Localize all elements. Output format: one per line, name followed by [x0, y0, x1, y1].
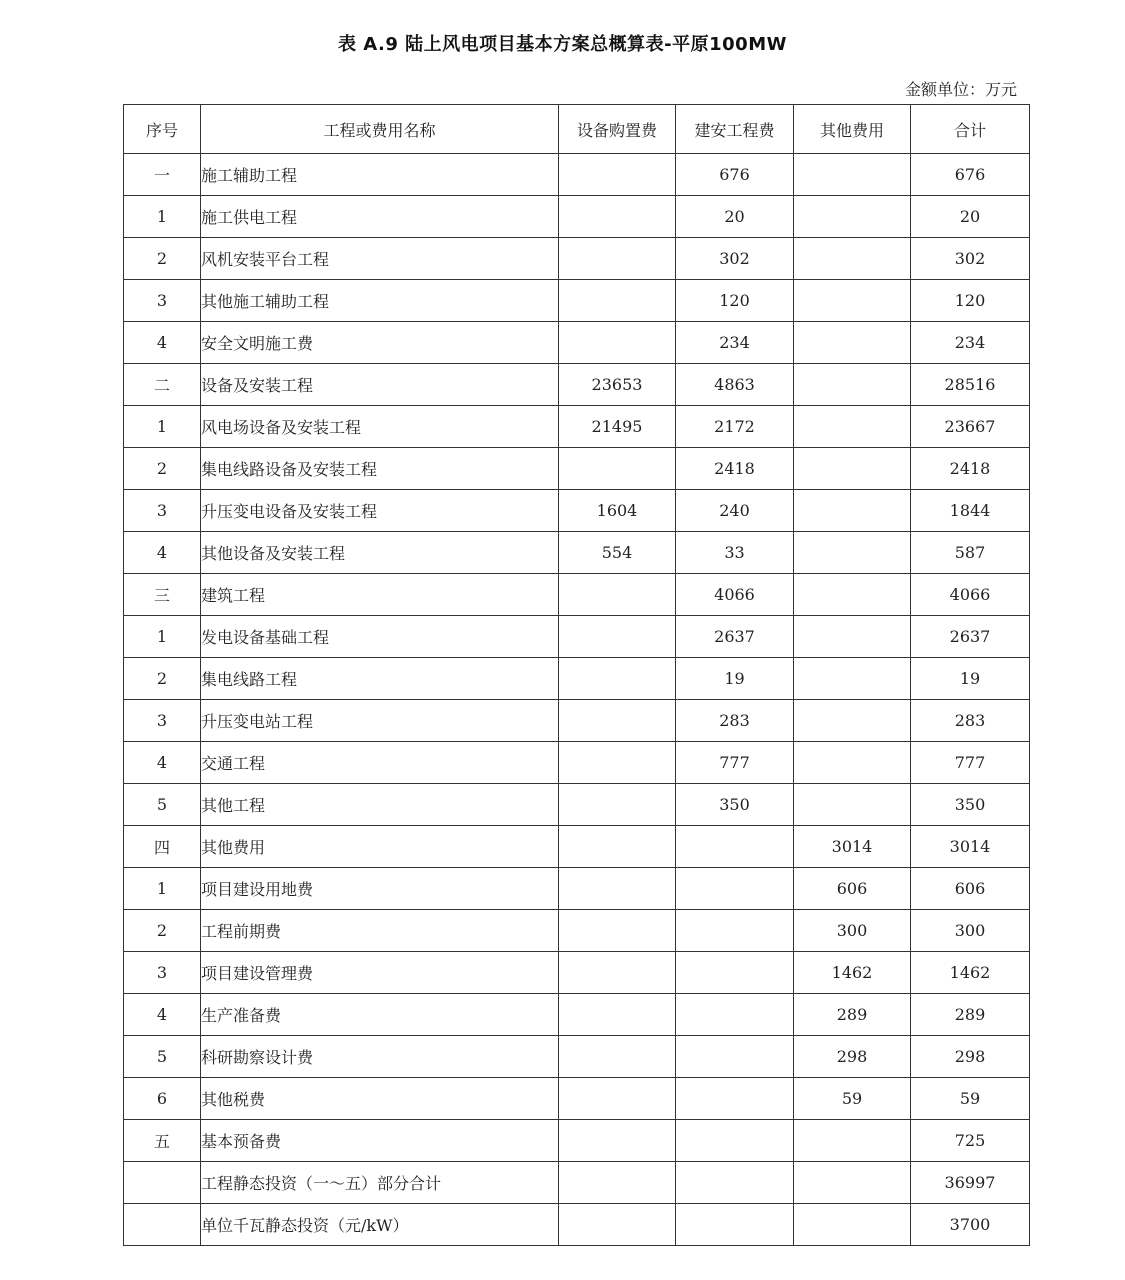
- cell-seq: 3: [124, 700, 201, 742]
- cell-seq: [124, 1162, 201, 1204]
- cell-equipment: [559, 280, 676, 322]
- table-row: [124, 196, 1030, 238]
- cell-name: 生产准备费: [201, 994, 559, 1036]
- cell-name: 集电线路工程: [201, 658, 559, 700]
- cell-name: 升压变电设备及安装工程: [201, 490, 559, 532]
- cell-other: [794, 364, 911, 406]
- cell-seq: 4: [124, 322, 201, 364]
- cell-name: 安全文明施工费: [201, 322, 559, 364]
- cell-construction: [676, 994, 794, 1036]
- cell-total: 676: [911, 154, 1030, 196]
- cell-construction: [676, 1120, 794, 1162]
- cell-total: 3700: [911, 1204, 1030, 1246]
- cell-equipment: [559, 1162, 676, 1204]
- cell-construction: 676: [676, 154, 794, 196]
- cell-other: 289: [794, 994, 911, 1036]
- cell-total: 350: [911, 784, 1030, 826]
- cell-seq: 一: [124, 154, 201, 196]
- cell-equipment: 554: [559, 532, 676, 574]
- header-seq: 序号: [124, 105, 201, 154]
- cell-seq: 5: [124, 784, 201, 826]
- cell-other: 59: [794, 1078, 911, 1120]
- cell-total: 28516: [911, 364, 1030, 406]
- cell-seq: 4: [124, 742, 201, 784]
- cell-other: [794, 448, 911, 490]
- cell-total: 298: [911, 1036, 1030, 1078]
- table-row: [124, 826, 1030, 868]
- cell-total: 283: [911, 700, 1030, 742]
- cell-equipment: [559, 658, 676, 700]
- table-row: [124, 1120, 1030, 1162]
- cell-seq: 3: [124, 952, 201, 994]
- cell-other: [794, 238, 911, 280]
- cell-construction: [676, 910, 794, 952]
- cell-other: 300: [794, 910, 911, 952]
- table-row: [124, 490, 1030, 532]
- cell-construction: 4863: [676, 364, 794, 406]
- cell-equipment: [559, 574, 676, 616]
- cell-equipment: [559, 994, 676, 1036]
- cell-name: 风机安装平台工程: [201, 238, 559, 280]
- cell-other: [794, 742, 911, 784]
- cell-equipment: [559, 742, 676, 784]
- cell-name: 设备及安装工程: [201, 364, 559, 406]
- cell-name: 建筑工程: [201, 574, 559, 616]
- cell-equipment: [559, 1036, 676, 1078]
- table-row: [124, 154, 1030, 196]
- header-construction: 建安工程费: [676, 105, 794, 154]
- table-row: [124, 658, 1030, 700]
- cell-construction: 302: [676, 238, 794, 280]
- cell-name: 交通工程: [201, 742, 559, 784]
- cell-equipment: [559, 1204, 676, 1246]
- cell-other: [794, 406, 911, 448]
- cell-name: 集电线路设备及安装工程: [201, 448, 559, 490]
- cell-equipment: [559, 952, 676, 994]
- cell-name: 其他施工辅助工程: [201, 280, 559, 322]
- cell-total: 300: [911, 910, 1030, 952]
- cell-total: 19: [911, 658, 1030, 700]
- table-row: [124, 532, 1030, 574]
- cell-construction: [676, 1204, 794, 1246]
- cell-other: [794, 154, 911, 196]
- cell-construction: 120: [676, 280, 794, 322]
- cell-total: 289: [911, 994, 1030, 1036]
- cell-construction: 19: [676, 658, 794, 700]
- cell-name: 其他工程: [201, 784, 559, 826]
- cell-name: 科研勘察设计费: [201, 1036, 559, 1078]
- table-row: [124, 1036, 1030, 1078]
- table-row: [124, 322, 1030, 364]
- cell-seq: 6: [124, 1078, 201, 1120]
- cell-seq: 三: [124, 574, 201, 616]
- cell-equipment: [559, 784, 676, 826]
- cell-seq: 1: [124, 616, 201, 658]
- cell-name: 单位千瓦静态投资（元/kW）: [201, 1204, 559, 1246]
- cell-name: 其他税费: [201, 1078, 559, 1120]
- cell-seq: 四: [124, 826, 201, 868]
- cell-construction: 4066: [676, 574, 794, 616]
- cell-total: 777: [911, 742, 1030, 784]
- cell-total: 3014: [911, 826, 1030, 868]
- cell-name: 施工供电工程: [201, 196, 559, 238]
- cell-other: [794, 1120, 911, 1162]
- cell-total: 36997: [911, 1162, 1030, 1204]
- cell-equipment: [559, 448, 676, 490]
- cell-equipment: [559, 154, 676, 196]
- cell-equipment: [559, 826, 676, 868]
- header-other: 其他费用: [794, 105, 911, 154]
- cell-equipment: [559, 196, 676, 238]
- cell-total: 2637: [911, 616, 1030, 658]
- cell-seq: 1: [124, 196, 201, 238]
- cell-seq: 4: [124, 994, 201, 1036]
- cell-other: [794, 280, 911, 322]
- table-row: [124, 994, 1030, 1036]
- cell-other: [794, 616, 911, 658]
- cell-equipment: [559, 1078, 676, 1120]
- cell-construction: 350: [676, 784, 794, 826]
- cell-construction: [676, 1162, 794, 1204]
- cell-seq: 五: [124, 1120, 201, 1162]
- cell-other: [794, 658, 911, 700]
- cell-total: 302: [911, 238, 1030, 280]
- cell-other: [794, 574, 911, 616]
- cell-total: 234: [911, 322, 1030, 364]
- cell-total: 606: [911, 868, 1030, 910]
- table-row: [124, 1204, 1030, 1246]
- cell-seq: 1: [124, 406, 201, 448]
- currency-unit-note: 金额单位：万元: [904, 80, 1017, 99]
- cell-construction: 20: [676, 196, 794, 238]
- cell-equipment: [559, 868, 676, 910]
- cell-equipment: [559, 616, 676, 658]
- cell-total: 59: [911, 1078, 1030, 1120]
- cell-construction: 777: [676, 742, 794, 784]
- cell-other: [794, 1204, 911, 1246]
- cell-name: 基本预备费: [201, 1120, 559, 1162]
- table-row: [124, 448, 1030, 490]
- cell-name: 风电场设备及安装工程: [201, 406, 559, 448]
- table-row: [124, 238, 1030, 280]
- header-equipment: 设备购置费: [559, 105, 676, 154]
- table-row: [124, 364, 1030, 406]
- table-row: [124, 574, 1030, 616]
- cell-equipment: [559, 238, 676, 280]
- cell-other: [794, 196, 911, 238]
- cell-name: 工程静态投资（一～五）部分合计: [201, 1162, 559, 1204]
- cell-seq: 2: [124, 448, 201, 490]
- cell-other: 1462: [794, 952, 911, 994]
- cell-equipment: 21495: [559, 406, 676, 448]
- cell-total: 587: [911, 532, 1030, 574]
- table-title: 表 A.9 陆上风电项目基本方案总概算表-平原100MW: [338, 34, 787, 55]
- cell-other: 298: [794, 1036, 911, 1078]
- cell-other: [794, 1162, 911, 1204]
- cell-construction: [676, 1036, 794, 1078]
- cell-total: 23667: [911, 406, 1030, 448]
- cell-equipment: 23653: [559, 364, 676, 406]
- cell-name: 发电设备基础工程: [201, 616, 559, 658]
- cell-name: 其他费用: [201, 826, 559, 868]
- cell-equipment: [559, 322, 676, 364]
- cell-name: 其他设备及安装工程: [201, 532, 559, 574]
- cell-name: 项目建设管理费: [201, 952, 559, 994]
- table-row: [124, 700, 1030, 742]
- cell-total: 4066: [911, 574, 1030, 616]
- cell-other: [794, 532, 911, 574]
- cell-equipment: 1604: [559, 490, 676, 532]
- cell-seq: 2: [124, 910, 201, 952]
- cell-construction: 234: [676, 322, 794, 364]
- cell-seq: 1: [124, 868, 201, 910]
- cell-other: [794, 322, 911, 364]
- cell-name: 施工辅助工程: [201, 154, 559, 196]
- table-row: [124, 1078, 1030, 1120]
- cell-equipment: [559, 910, 676, 952]
- cell-construction: [676, 952, 794, 994]
- cell-construction: 2172: [676, 406, 794, 448]
- table-row: [124, 280, 1030, 322]
- cell-other: [794, 700, 911, 742]
- header-name: 工程或费用名称: [201, 105, 559, 154]
- cell-equipment: [559, 1120, 676, 1162]
- table-row: [124, 406, 1030, 448]
- cell-construction: 33: [676, 532, 794, 574]
- cell-equipment: [559, 700, 676, 742]
- cell-name: 项目建设用地费: [201, 868, 559, 910]
- cell-seq: [124, 1204, 201, 1246]
- cell-total: 1462: [911, 952, 1030, 994]
- cell-name: 升压变电站工程: [201, 700, 559, 742]
- table-row: [124, 616, 1030, 658]
- cell-seq: 4: [124, 532, 201, 574]
- cell-seq: 5: [124, 1036, 201, 1078]
- table-row: [124, 910, 1030, 952]
- cell-construction: [676, 1078, 794, 1120]
- cell-construction: 283: [676, 700, 794, 742]
- header-total: 合计: [911, 105, 1030, 154]
- cell-seq: 2: [124, 238, 201, 280]
- table-header-row: [124, 105, 1030, 154]
- cell-other: 3014: [794, 826, 911, 868]
- cell-construction: 240: [676, 490, 794, 532]
- budget-table: [123, 104, 1030, 1246]
- cell-construction: 2418: [676, 448, 794, 490]
- table-row: [124, 784, 1030, 826]
- cell-other: 606: [794, 868, 911, 910]
- table-row: [124, 742, 1030, 784]
- cell-total: 120: [911, 280, 1030, 322]
- table-row: [124, 952, 1030, 994]
- cell-seq: 3: [124, 490, 201, 532]
- cell-construction: [676, 826, 794, 868]
- cell-construction: [676, 868, 794, 910]
- cell-total: 725: [911, 1120, 1030, 1162]
- cell-construction: 2637: [676, 616, 794, 658]
- cell-total: 20: [911, 196, 1030, 238]
- cell-seq: 二: [124, 364, 201, 406]
- cell-total: 1844: [911, 490, 1030, 532]
- cell-other: [794, 490, 911, 532]
- cell-seq: 2: [124, 658, 201, 700]
- table-row: [124, 868, 1030, 910]
- cell-total: 2418: [911, 448, 1030, 490]
- table-row: [124, 1162, 1030, 1204]
- cell-name: 工程前期费: [201, 910, 559, 952]
- cell-other: [794, 784, 911, 826]
- table-body: [124, 154, 1030, 1246]
- cell-seq: 3: [124, 280, 201, 322]
